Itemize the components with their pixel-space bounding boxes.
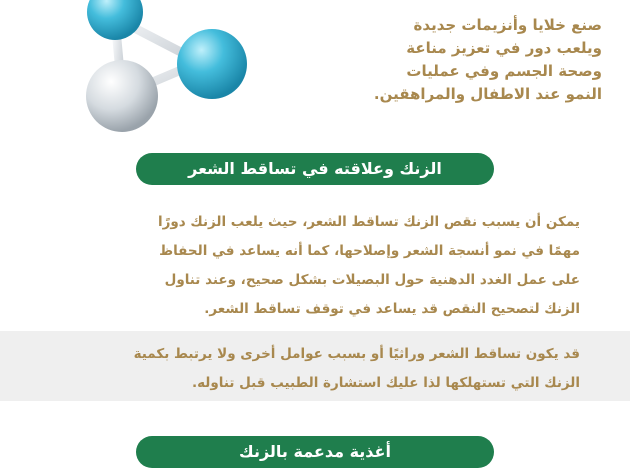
paragraph-line: الزنك لتصحيح النقص قد يساعد في توقف تساقط الشعر. [204, 301, 580, 317]
note-line: الزنك التي تستهلكها لذا عليك استشارة الطبيب قبل تناوله. [191, 375, 580, 391]
intro-line: ويلعب دور في تعزيز مناعة [406, 39, 602, 57]
paragraph-line: على عمل الغدد الدهنية حول البصيلات بشكل صحيح، وعند تناول [164, 272, 580, 288]
note-paragraph [70, 340, 580, 398]
intro-text [272, 14, 602, 106]
section-title-zinc-foods: أغذية مدعمة بالزنك [136, 436, 494, 468]
paragraph-line: يمكن أن يسبب نقص الزنك تساقط الشعر، حيث يلعب الزنك دورًا [157, 214, 580, 230]
section-title-hair-loss: الزنك وعلاقته في تساقط الشعر [136, 153, 494, 185]
molecule-icon [70, 0, 270, 135]
intro-line: صنع خلايا وأنزيمات جديدة [413, 16, 602, 34]
note-line: قد يكون تساقط الشعر وراثيًا أو بسبب عوامل أخرى ولا يرتبط بكمية [133, 346, 580, 362]
hair-loss-paragraph [70, 208, 580, 324]
paragraph-line: مهمًا في نمو أنسجة الشعر وإصلاحها، كما أنه يساعد في الحفاظ [159, 243, 580, 259]
intro-line: النمو عند الاطفال والمراهقين. [373, 85, 602, 103]
intro-line: وصحة الجسم وفي عمليات [406, 62, 602, 80]
